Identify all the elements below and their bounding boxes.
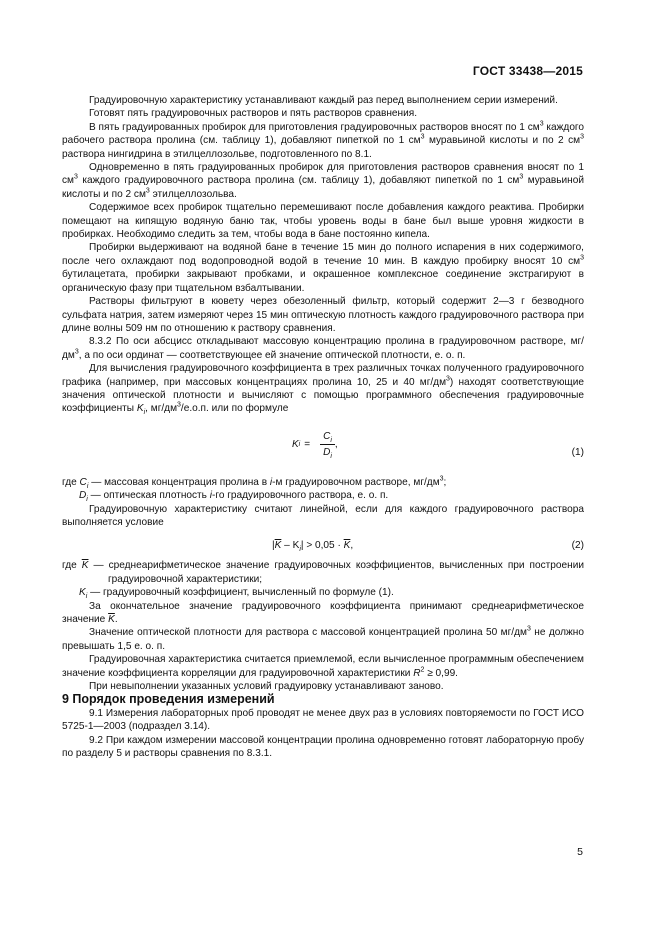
paragraph: Содержимое всех пробирок тщательно перемешивают после добавления каждого реактива. Пробирки помещают на кипящую водяную баню так, чтобы уровень воды в бане был выше уровня жидкости в пробирках. Необходимо следить за тем, чтобы вода в бане постоянно кипела.: [62, 202, 584, 241]
paragraph: Готовят пять градуировочных растворов и пять растворов сравнения.: [89, 108, 418, 120]
paragraph: При невыполнении указанных условий градуировку устанавливают заново.: [89, 681, 444, 693]
paragraph: 9.2 При каждом измерении массовой концентрации пролина одновременно готовят лабораторную пробу по разделу 5 и растворы сравнения по 8.3.1.: [62, 734, 584, 760]
paragraph: Пробирки выдерживают на водяной бане в течение 15 мин до полного испарения в них содержимого, после чего охлаждают под водопроводной водой в течение 10 мин. В каждую пробирку вносят 10 $см^3$ бутилацетата, пробирки закрывают пробками, и окрашенное комплексное соединение экстрагируют в органическую фазу при тщательном взбалтывании.: [62, 242, 584, 294]
paragraph: За окончательное значение градуировочного коэффициента принимают среднеарифметическое значение $\overline{K}$.: [62, 600, 584, 625]
section-heading: 9 Порядок проведения измерений: [62, 692, 275, 707]
paragraph: В пять градуированных пробирок для приготовления градуировочных растворов вносят по 1 $см^3$ каждого рабочего раствора пролина (см. таблицу 1), добавляют пипеткой по 1 $см^3$ муравьиной кислоты и по 2 $см^3$ раствора нингидрина в этилцеллозольве, подготовленного по 8.1.: [62, 120, 585, 160]
equation-number: (2): [571, 540, 584, 552]
paragraph: Значение оптической плотности для раствора с массовой концентрацией пролина 50 $мг/дм^3$ не должно превышать 1,5 е. о. п.: [62, 626, 584, 652]
page-number: 5: [577, 846, 583, 858]
paragraph: Для вычисления градуировочного коэффициента в трех различных точках полученного градуировочного графика (например, при массовых концентрациях пролина 10, 25 и 40 $мг/дм^3$) находят соответствующие значения оптической плотности и вычисляют с помощью программного обеспечения градуировочные коэффициенты $K_i$, $мг/дм^3/е.о.п$. или по формуле: [62, 363, 584, 417]
formula-2: $|\overline{K} - K_i| > 0,05 \cdot \overline{K}$, (2): [272, 540, 584, 554]
document-code-header: ГОСТ 33438—2015: [472, 64, 583, 78]
paragraph: Одновременно в пять градуированных пробирок для приготовления растворов сравнения вносят по 1 $см^3$ каждого градуировочного раствора пролина (см. таблицу 1), добавляют пипеткой по 1 $см^3$ муравьиной кислоты и по 2 $см^3$ этилцеллозольва.: [62, 162, 585, 200]
definition: где $C_i$ — массовая концентрация пролина в i-м градуировочном растворе, $мг/дм^3$;: [62, 475, 447, 490]
paragraph: 9.1 Измерения лабораторных проб проводят не менее двух раз в условиях повторяемости по ГОСТ ИСО 5725-1—2003 (подраздел 3.14).: [62, 707, 584, 733]
paragraph: 8.3.2 По оси абсцисс откладывают массовую концентрацию пролина в градуировочном растворе, $мг/дм^3$, а по оси ординат — соответствующее ей значение оптической плотности, е. о. п.: [62, 336, 584, 361]
paragraph: Градуировочную характеристику считают линейной, если для каждого градуировочного раствора выполняется условие: [62, 503, 584, 528]
definition: $K_i$ — градуировочный коэффициент, вычисленный по формуле (1).: [79, 587, 394, 601]
definition: где $\overline{K}$ — среднеарифметическое значение градуировочных коэффициентов, вычисленных при построении градуировочной характеристики;: [62, 560, 584, 585]
document-body: [62, 94, 584, 760]
definition: $D_i$ — оптическая плотность i-го градуировочного раствора, е. о. п.: [79, 490, 389, 504]
equation-number: (1): [571, 446, 584, 458]
paragraph: Градуировочная характеристика считается приемлемой, если вычисленное программным обеспечением значение коэффициента корреляции для градуировочной характеристики $R^2 \ge 0,99$.: [62, 654, 584, 679]
paragraph: Градуировочную характеристику устанавливают каждый раз перед выполнением серии измерений.: [89, 95, 558, 106]
paragraph: Растворы фильтруют в кювету через обезоленный фильтр, который содержит 2—3 г безводного сульфата натрия, затем измеряют через 15 мин оптическую плотность каждого градуировочного раствора при длине волны 509 нм по отношению к раствору сравнения.: [62, 296, 584, 334]
formula-1: K i = $\frac{C_i}{D_i}$ , (1): [292, 430, 584, 461]
